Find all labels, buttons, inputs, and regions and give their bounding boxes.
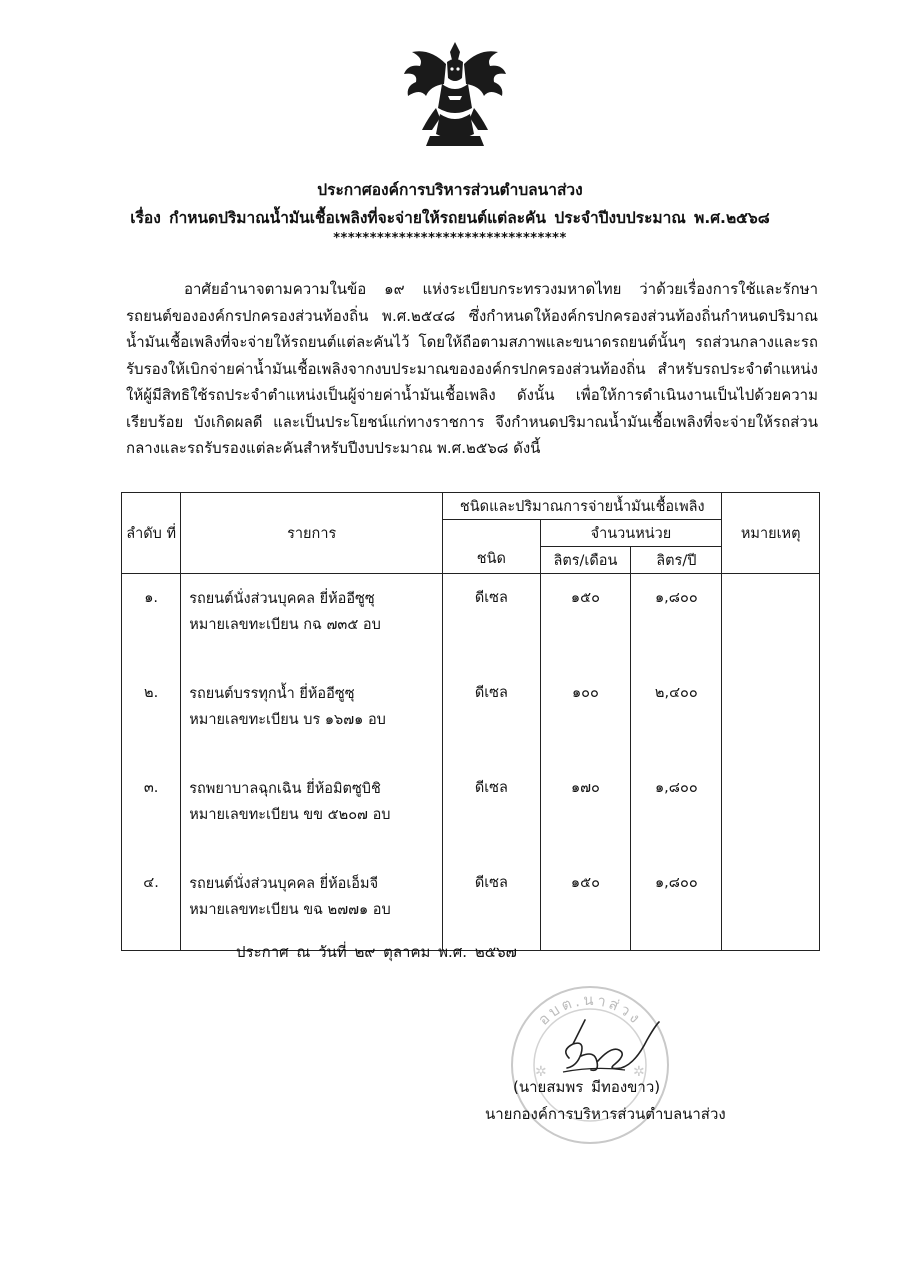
row-vehicle: รถยนต์บรรทุกน้ำ ยี่ห้ออีซูซุ xyxy=(189,686,355,702)
header-note: หมายเหตุ xyxy=(722,493,820,574)
row-no: ๓. xyxy=(122,764,181,859)
row-fuel: ดีเซล xyxy=(443,764,540,859)
row-per-year: ๑,๘๐๐ xyxy=(631,574,722,670)
row-note xyxy=(722,764,820,859)
row-plate: หมายเลขทะเบียน บร ๑๖๗๑ อบ xyxy=(189,712,386,728)
table-row xyxy=(122,764,820,859)
row-plate: หมายเลขทะเบียน ขฉ ๒๗๗๑ อบ xyxy=(189,902,391,918)
table-row xyxy=(122,669,820,764)
row-no: ๑. xyxy=(122,574,181,670)
garuda-emblem-icon xyxy=(400,38,510,150)
table-row xyxy=(122,859,820,951)
row-per-month: ๑๐๐ xyxy=(540,669,631,764)
header-type: ชนิด xyxy=(443,520,540,574)
header-per-year: ลิตร/ปี xyxy=(631,547,722,574)
row-item xyxy=(181,574,443,670)
svg-text:✲: ✲ xyxy=(535,1064,547,1080)
row-per-year: ๒,๔๐๐ xyxy=(631,669,722,764)
row-fuel: ดีเซล xyxy=(443,859,540,951)
row-fuel: ดีเซล xyxy=(443,574,540,670)
row-vehicle: รถยนต์นั่งส่วนบุคคล ยี่ห้ออีซูซุ xyxy=(189,591,375,607)
row-no: ๔. xyxy=(122,859,181,951)
row-note xyxy=(722,669,820,764)
header-per-month: ลิตร/เดือน xyxy=(540,547,631,574)
header-item: รายการ xyxy=(181,493,443,574)
row-item xyxy=(181,764,443,859)
body-paragraph: อาศัยอำนาจตามความในข้อ ๑๙ แห่งระเบียบกระทรวงมหาดไทย ว่าด้วยเรื่องการใช้และรักษารถยนต์ขององค์กรปกครองส่วนท้องถิ่น พ.ศ.๒๕๔๘ ซึ่งกำหนดให้องค์กรปกครองส่วนท้องถิ่นกำหนดปริมาณน้ำมันเชื้อเพลิงที่จะจ่ายให้รถยนต์แต่ละคันไว้ โดยให้ถือตามสภาพและขนาดรถยนต์นั้นๆ รถส่วนกลางและรถรับรองให้เบิกจ่ายค่าน้ำมันเชื้อเพลิงจากงบประมาณขององค์กรปกครองส่วนท้องถิ่น สำหรับรถประจำตำแหน่งให้ผู้มีสิทธิใช้รถประจำตำแหน่งเป็นผู้จ่ายค่าน้ำมันเชื้อเพลิง ดังนั้น เพื่อให้การดำเนินงานเป็นไปด้วยความเรียบร้อย บังเกิดผลดี และเป็นประโยชน์แก่ทางราชการ จึงกำหนดปริมาณน้ำมันเชื้อเพลิงที่จะจ่ายให้รถส่วนกลางและรถรับรองแต่ละคันสำหรับปีงบประมาณ พ.ศ.๒๕๖๘ ดังนี้ xyxy=(126,280,818,457)
header-no: ลำดับ ที่ xyxy=(122,493,181,574)
signature-icon xyxy=(555,1010,685,1080)
row-per-month: ๑๕๐ xyxy=(540,574,631,670)
row-note xyxy=(722,859,820,951)
announcement-date: ประกาศ ณ วันที่ ๒๙ ตุลาคม พ.ศ. ๒๕๖๗ xyxy=(236,943,517,961)
fuel-allocation-table xyxy=(121,492,820,951)
header-fuel-group: ชนิดและปริมาณการจ่ายน้ำมันเชื้อเพลิง xyxy=(443,493,722,520)
row-note xyxy=(722,574,820,670)
header-units: จำนวนหน่วย xyxy=(540,520,722,547)
row-vehicle: รถยนต์นั่งส่วนบุคคล ยี่ห้อเอ็มจี xyxy=(189,876,379,892)
row-no: ๒. xyxy=(122,669,181,764)
row-plate: หมายเลขทะเบียน ขข ๕๒๐๗ อบ xyxy=(189,807,391,823)
table-row xyxy=(122,574,820,670)
svg-text:✲: ✲ xyxy=(633,1064,645,1080)
row-per-month: ๑๗๐ xyxy=(540,764,631,859)
signer-position: นายกองค์การบริหารส่วนตำบลนาส่วง xyxy=(485,1105,726,1123)
row-vehicle: รถพยาบาลฉุกเฉิน ยี่ห้อมิตซูบิชิ xyxy=(189,781,381,797)
row-item xyxy=(181,669,443,764)
row-per-year: ๑,๘๐๐ xyxy=(631,764,722,859)
row-item xyxy=(181,859,443,951)
title-separator: ******************************** xyxy=(333,231,567,246)
document-subject: เรื่อง กำหนดปริมาณน้ำมันเชื้อเพลิงที่จะจ่ายให้รถยนต์แต่ละคัน ประจำปีงบประมาณ พ.ศ.๒๕๖๘ xyxy=(130,209,770,227)
row-per-year: ๑,๘๐๐ xyxy=(631,859,722,951)
row-per-month: ๑๕๐ xyxy=(540,859,631,951)
row-plate: หมายเลขทะเบียน กฉ ๗๓๕ อบ xyxy=(189,617,381,633)
signer-name: (นายสมพร มีทองขาว) xyxy=(513,1078,661,1096)
document-title: ประกาศองค์การบริหารส่วนตำบลนาส่วง xyxy=(317,181,583,199)
stamp-text: อบต.นาส่วง xyxy=(534,990,646,1029)
row-fuel: ดีเซล xyxy=(443,669,540,764)
